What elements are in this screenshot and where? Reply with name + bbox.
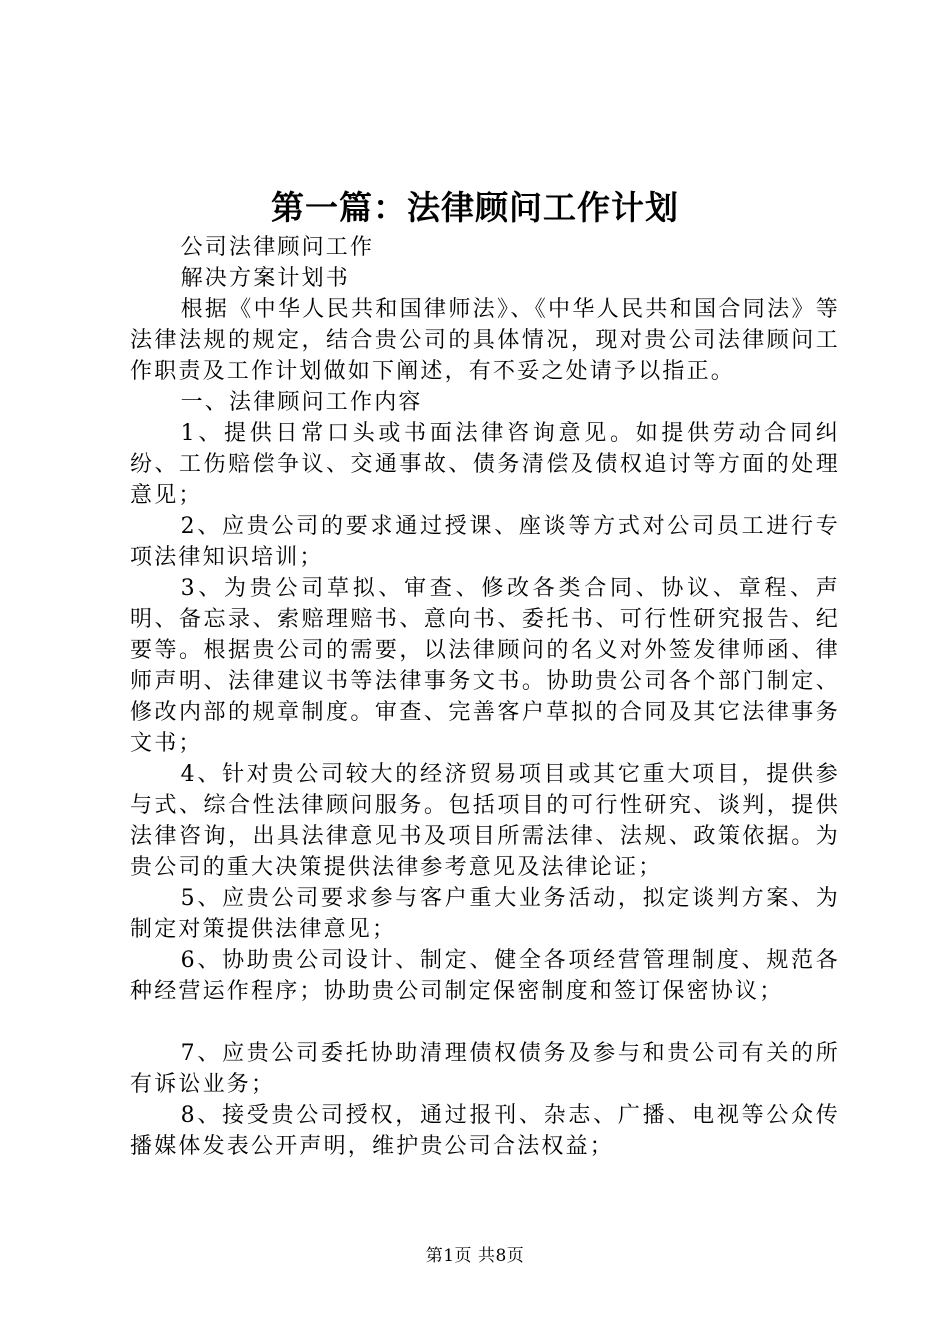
list-item-4: 4、针对贵公司较大的经济贸易项目或其它重大项目，提供参与式、综合性法律顾问服务。包括项目的可行性研究、谈判，提供法律咨询，出具法律意见书及项目所需法律、法规、政策依据。为贵公司的重大决策提供法律参考意见及法律论证； [130, 762, 840, 880]
section-heading: 一、法律顾问工作内容 [180, 390, 423, 415]
list-item-7: 7、应贵公司委托协助清理债权债务及参与和贵公司有关的所有诉讼业务； [130, 1041, 840, 1097]
paragraph-subtitle-1: 公司法律顾问工作 [180, 235, 375, 260]
list-item-1: 1、提供日常口头或书面法律咨询意见。如提供劳动合同纠纷、工伤赔偿争议、交通事故、债务清偿及债权追讨等方面的处理意见； [130, 421, 840, 508]
paragraph-subtitle-2: 解决方案计划书 [180, 266, 350, 291]
list-item-3: 3、为贵公司草拟、审查、修改各类合同、协议、章程、声明、备忘录、索赔理赔书、意向书、委托书、可行性研究报告、纪要等。根据贵公司的需要，以法律顾问的名义对外签发律师函、律师声明、法律建议书等法律事务文书。协助贵公司各个部门制定、修改内部的规章制度。审查、完善客户草拟的合同及其它法律事务文书； [130, 576, 840, 756]
list-item-8: 8、接受贵公司授权，通过报刊、杂志、广播、电视等公众传播媒体发表公开声明，维护贵公司合法权益； [130, 1103, 840, 1159]
document-title: 第一篇：法律顾问工作计划 [271, 188, 679, 227]
document-body [130, 232, 840, 1162]
list-item-5: 5、应贵公司要求参与客户重大业务活动，拟定谈判方案、为制定对策提供法律意见； [130, 886, 840, 942]
page-footer: 第1页 共8页 [425, 1246, 525, 1266]
paragraph-intro: 根据《中华人民共和国律师法》、《中华人民共和国合同法》等法律法规的规定，结合贵公司的具体情况，现对贵公司法律顾问工作职责及工作计划做如下阐述，有不妥之处请予以指正。 [130, 297, 840, 384]
list-item-2: 2、应贵公司的要求通过授课、座谈等方式对公司员工进行专项法律知识培训； [130, 514, 840, 570]
blank-line [130, 1007, 840, 1038]
list-item-6: 6、协助贵公司设计、制定、健全各项经营管理制度、规范各种经营运作程序；协助贵公司制定保密制度和签订保密协议； [130, 948, 840, 1004]
